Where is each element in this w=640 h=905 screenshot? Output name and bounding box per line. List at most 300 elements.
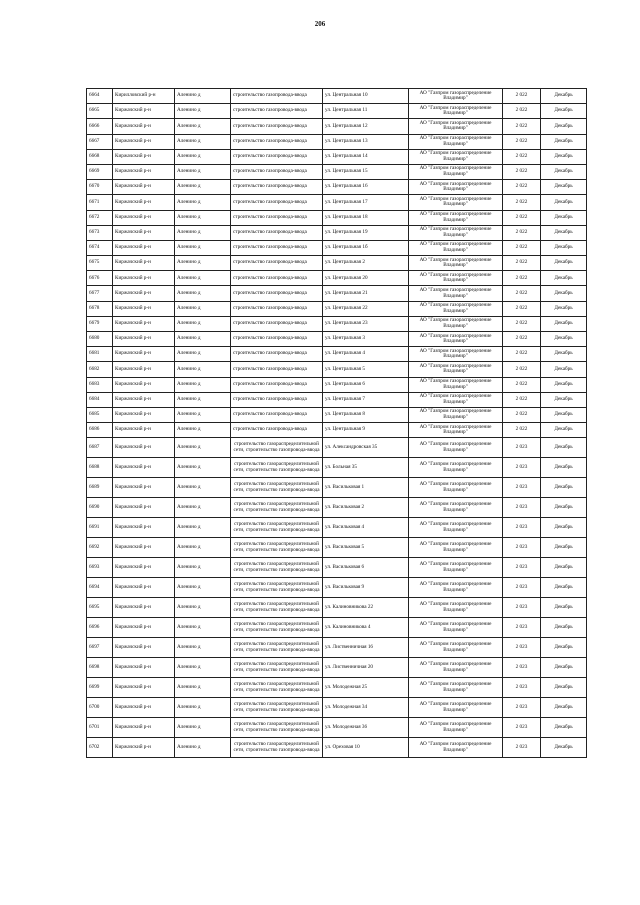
month-cell: Декабрь	[541, 518, 587, 538]
district-cell: Киржачский р-н	[113, 134, 175, 149]
district-cell: Киржачский р-н	[113, 518, 175, 538]
year-cell: 2 023	[503, 478, 541, 498]
table-row	[87, 392, 587, 407]
district-cell: Киржачский р-н	[113, 458, 175, 478]
settlement-cell: Аленино д	[175, 718, 231, 738]
address-cell: ул. Больная 35	[323, 458, 409, 478]
district-cell: Киржачский р-н	[113, 286, 175, 301]
year-cell: 2 023	[503, 538, 541, 558]
month-cell: Декабрь	[541, 738, 587, 758]
organization-cell: АО "Газпром газораспределение Владимир"	[409, 718, 503, 738]
district-cell: Киржачский р-н	[113, 104, 175, 119]
row-number: 6685	[87, 407, 113, 422]
work-type-cell: строительство газопровода-ввода	[231, 301, 323, 316]
settlement-cell: Аленино д	[175, 518, 231, 538]
district-cell: Киржачский р-н	[113, 498, 175, 518]
address-cell: ул. Центральная 13	[323, 134, 409, 149]
address-cell: ул. Центральная 20	[323, 271, 409, 286]
table-row	[87, 498, 587, 518]
year-cell: 2 022	[503, 149, 541, 164]
table-row	[87, 718, 587, 738]
address-cell: ул. Центральная 4	[323, 347, 409, 362]
year-cell: 2 022	[503, 104, 541, 119]
table-row	[87, 518, 587, 538]
month-cell: Декабрь	[541, 286, 587, 301]
row-number: 6667	[87, 134, 113, 149]
organization-cell: АО "Газпром газораспределение Владимир"	[409, 598, 503, 618]
address-cell: ул. Центральная 5	[323, 362, 409, 377]
district-cell: Киржачский р-н	[113, 256, 175, 271]
district-cell: Киржачский р-н	[113, 332, 175, 347]
address-cell: ул. Молодежная 36	[323, 718, 409, 738]
row-number: 6690	[87, 498, 113, 518]
year-cell: 2 022	[503, 392, 541, 407]
row-number: 6688	[87, 458, 113, 478]
organization-cell: АО "Газпром газораспределение Владимир"	[409, 423, 503, 438]
work-type-cell: строительство газопровода-ввода	[231, 119, 323, 134]
work-type-cell: строительство газопровода-ввода	[231, 392, 323, 407]
year-cell: 2 022	[503, 362, 541, 377]
table-row	[87, 210, 587, 225]
month-cell: Декабрь	[541, 438, 587, 458]
district-cell: Киржачский р-н	[113, 240, 175, 255]
address-cell: ул. Центральная 16	[323, 180, 409, 195]
address-cell: ул. Центральная 7	[323, 392, 409, 407]
month-cell: Декабрь	[541, 180, 587, 195]
district-cell: Киржачский р-н	[113, 347, 175, 362]
month-cell: Декабрь	[541, 119, 587, 134]
month-cell: Декабрь	[541, 104, 587, 119]
address-cell: ул. Центральная 12	[323, 119, 409, 134]
work-type-cell: строительство газораспределительной сети, строительство газопровода-ввода	[231, 638, 323, 658]
district-cell: Киржачский р-н	[113, 301, 175, 316]
organization-cell: АО "Газпром газораспределение Владимир"	[409, 104, 503, 119]
table-row	[87, 377, 587, 392]
work-type-cell: строительство газораспределительной сети, строительство газопровода-ввода	[231, 438, 323, 458]
table-row	[87, 438, 587, 458]
settlement-cell: Аленино д	[175, 332, 231, 347]
table-row	[87, 164, 587, 179]
month-cell: Декабрь	[541, 498, 587, 518]
address-cell: ул. Александровская 35	[323, 438, 409, 458]
table-row	[87, 638, 587, 658]
settlement-cell: Аленино д	[175, 638, 231, 658]
settlement-cell: Аленино д	[175, 698, 231, 718]
year-cell: 2 023	[503, 598, 541, 618]
month-cell: Декабрь	[541, 316, 587, 331]
table-row	[87, 240, 587, 255]
row-number: 6687	[87, 438, 113, 458]
work-type-cell: строительство газопровода-ввода	[231, 347, 323, 362]
settlement-cell: Аленино д	[175, 180, 231, 195]
month-cell: Декабрь	[541, 598, 587, 618]
organization-cell: АО "Газпром газораспределение Владимир"	[409, 347, 503, 362]
district-cell: Киржачский р-н	[113, 718, 175, 738]
settlement-cell: Аленино д	[175, 119, 231, 134]
address-cell: ул. Калиновникова 22	[323, 598, 409, 618]
row-number: 6698	[87, 658, 113, 678]
settlement-cell: Аленино д	[175, 89, 231, 104]
address-cell: ул. Центральная 17	[323, 195, 409, 210]
year-cell: 2 023	[503, 698, 541, 718]
work-type-cell: строительство газопровода-ввода	[231, 256, 323, 271]
row-number: 6694	[87, 578, 113, 598]
month-cell: Декабрь	[541, 407, 587, 422]
table-row	[87, 658, 587, 678]
organization-cell: АО "Газпром газораспределение Владимир"	[409, 738, 503, 758]
district-cell: Киржачский р-н	[113, 316, 175, 331]
district-cell: Киржачский р-н	[113, 377, 175, 392]
address-cell: ул. Центральная 3	[323, 332, 409, 347]
table-row	[87, 347, 587, 362]
month-cell: Декабрь	[541, 678, 587, 698]
settlement-cell: Аленино д	[175, 134, 231, 149]
district-cell: Кирилловский р-н	[113, 89, 175, 104]
row-number: 6682	[87, 362, 113, 377]
organization-cell: АО "Газпром газораспределение Владимир"	[409, 240, 503, 255]
row-number: 6669	[87, 164, 113, 179]
settlement-cell: Аленино д	[175, 149, 231, 164]
work-type-cell: строительство газопровода-ввода	[231, 225, 323, 240]
table-row	[87, 119, 587, 134]
settlement-cell: Аленино д	[175, 392, 231, 407]
table-body	[87, 89, 587, 758]
table-row	[87, 598, 587, 618]
work-type-cell: строительство газопровода-ввода	[231, 149, 323, 164]
organization-cell: АО "Газпром газораспределение Владимир"	[409, 301, 503, 316]
settlement-cell: Аленино д	[175, 678, 231, 698]
work-type-cell: строительство газораспределительной сети, строительство газопровода-ввода	[231, 538, 323, 558]
table-row	[87, 195, 587, 210]
row-number: 6700	[87, 698, 113, 718]
district-cell: Киржачский р-н	[113, 618, 175, 638]
work-type-cell: строительство газопровода-ввода	[231, 362, 323, 377]
row-number: 6681	[87, 347, 113, 362]
work-type-cell: строительство газораспределительной сети, строительство газопровода-ввода	[231, 498, 323, 518]
year-cell: 2 022	[503, 119, 541, 134]
year-cell: 2 022	[503, 240, 541, 255]
organization-cell: АО "Газпром газораспределение Владимир"	[409, 195, 503, 210]
work-type-cell: строительство газораспределительной сети, строительство газопровода-ввода	[231, 658, 323, 678]
year-cell: 2 022	[503, 195, 541, 210]
work-type-cell: строительство газораспределительной сети, строительство газопровода-ввода	[231, 458, 323, 478]
row-number: 6686	[87, 423, 113, 438]
table-row	[87, 301, 587, 316]
settlement-cell: Аленино д	[175, 240, 231, 255]
row-number: 6702	[87, 738, 113, 758]
year-cell: 2 022	[503, 332, 541, 347]
organization-cell: АО "Газпром газораспределение Владимир"	[409, 362, 503, 377]
row-number: 6677	[87, 286, 113, 301]
year-cell: 2 023	[503, 438, 541, 458]
table-row	[87, 362, 587, 377]
work-type-cell: строительство газопровода-ввода	[231, 332, 323, 347]
district-cell: Киржачский р-н	[113, 164, 175, 179]
work-type-cell: строительство газопровода-ввода	[231, 286, 323, 301]
table-row	[87, 225, 587, 240]
table-row	[87, 423, 587, 438]
year-cell: 2 022	[503, 301, 541, 316]
address-cell: ул. Лиственничная 16	[323, 638, 409, 658]
settlement-cell: Аленино д	[175, 538, 231, 558]
organization-cell: АО "Газпром газораспределение Владимир"	[409, 256, 503, 271]
year-cell: 2 023	[503, 498, 541, 518]
month-cell: Декабрь	[541, 478, 587, 498]
row-number: 6691	[87, 518, 113, 538]
month-cell: Декабрь	[541, 164, 587, 179]
row-number: 6665	[87, 104, 113, 119]
month-cell: Декабрь	[541, 210, 587, 225]
month-cell: Декабрь	[541, 638, 587, 658]
address-cell: ул. Центральная 15	[323, 164, 409, 179]
month-cell: Декабрь	[541, 538, 587, 558]
month-cell: Декабрь	[541, 332, 587, 347]
row-number: 6689	[87, 478, 113, 498]
work-type-cell: строительство газопровода-ввода	[231, 164, 323, 179]
address-cell: ул. Центральная 22	[323, 301, 409, 316]
work-type-cell: строительство газопровода-ввода	[231, 134, 323, 149]
month-cell: Декабрь	[541, 377, 587, 392]
year-cell: 2 023	[503, 718, 541, 738]
address-cell: ул. Центральная 1б	[323, 240, 409, 255]
district-cell: Киржачский р-н	[113, 538, 175, 558]
settlement-cell: Аленино д	[175, 738, 231, 758]
organization-cell: АО "Газпром газораспределение Владимир"	[409, 89, 503, 104]
address-cell: ул. Центральная 6	[323, 377, 409, 392]
work-type-cell: строительство газораспределительной сети, строительство газопровода-ввода	[231, 618, 323, 638]
organization-cell: АО "Газпром газораспределение Владимир"	[409, 518, 503, 538]
work-type-cell: строительство газопровода-ввода	[231, 210, 323, 225]
row-number: 6679	[87, 316, 113, 331]
month-cell: Декабрь	[541, 458, 587, 478]
month-cell: Декабрь	[541, 423, 587, 438]
settlement-cell: Аленино д	[175, 578, 231, 598]
month-cell: Декабрь	[541, 658, 587, 678]
district-cell: Киржачский р-н	[113, 119, 175, 134]
year-cell: 2 023	[503, 618, 541, 638]
address-cell: ул. Центральная 18	[323, 210, 409, 225]
settlement-cell: Аленино д	[175, 316, 231, 331]
table-row	[87, 134, 587, 149]
month-cell: Декабрь	[541, 301, 587, 316]
address-cell: ул. Центральная 2	[323, 256, 409, 271]
organization-cell: АО "Газпром газораспределение Владимир"	[409, 618, 503, 638]
month-cell: Декабрь	[541, 618, 587, 638]
month-cell: Декабрь	[541, 195, 587, 210]
district-cell: Киржачский р-н	[113, 658, 175, 678]
organization-cell: АО "Газпром газораспределение Владимир"	[409, 458, 503, 478]
settlement-cell: Аленино д	[175, 423, 231, 438]
year-cell: 2 023	[503, 738, 541, 758]
table-row	[87, 478, 587, 498]
month-cell: Декабрь	[541, 149, 587, 164]
table-row	[87, 332, 587, 347]
organization-cell: АО "Газпром газораспределение Владимир"	[409, 538, 503, 558]
address-cell: ул. Васильковая 9	[323, 578, 409, 598]
organization-cell: АО "Газпром газораспределение Владимир"	[409, 638, 503, 658]
row-number: 6664	[87, 89, 113, 104]
table-row	[87, 738, 587, 758]
settlement-cell: Аленино д	[175, 225, 231, 240]
year-cell: 2 023	[503, 518, 541, 538]
district-cell: Киржачский р-н	[113, 438, 175, 458]
table-row	[87, 578, 587, 598]
settlement-cell: Аленино д	[175, 438, 231, 458]
settlement-cell: Аленино д	[175, 347, 231, 362]
month-cell: Декабрь	[541, 392, 587, 407]
month-cell: Декабрь	[541, 256, 587, 271]
work-type-cell: строительство газопровода-ввода	[231, 240, 323, 255]
row-number: 6684	[87, 392, 113, 407]
year-cell: 2 022	[503, 225, 541, 240]
table-row	[87, 89, 587, 104]
settlement-cell: Аленино д	[175, 478, 231, 498]
year-cell: 2 022	[503, 271, 541, 286]
work-type-cell: строительство газопровода-ввода	[231, 407, 323, 422]
work-type-cell: строительство газораспределительной сети, строительство газопровода-ввода	[231, 578, 323, 598]
settlement-cell: Аленино д	[175, 256, 231, 271]
year-cell: 2 022	[503, 347, 541, 362]
organization-cell: АО "Газпром газораспределение Владимир"	[409, 210, 503, 225]
work-type-cell: строительство газопровода-ввода	[231, 104, 323, 119]
district-cell: Киржачский р-н	[113, 423, 175, 438]
year-cell: 2 023	[503, 458, 541, 478]
district-cell: Киржачский р-н	[113, 210, 175, 225]
organization-cell: АО "Газпром газораспределение Владимир"	[409, 678, 503, 698]
organization-cell: АО "Газпром газораспределение Владимир"	[409, 332, 503, 347]
district-cell: Киржачский р-н	[113, 195, 175, 210]
year-cell: 2 023	[503, 658, 541, 678]
settlement-cell: Аленино д	[175, 195, 231, 210]
organization-cell: АО "Газпром газораспределение Владимир"	[409, 558, 503, 578]
settlement-cell: Аленино д	[175, 164, 231, 179]
organization-cell: АО "Газпром газораспределение Владимир"	[409, 658, 503, 678]
year-cell: 2 022	[503, 89, 541, 104]
address-cell: ул. Васильковая 6	[323, 558, 409, 578]
month-cell: Декабрь	[541, 89, 587, 104]
address-cell: ул. Центральная 21	[323, 286, 409, 301]
table-row	[87, 458, 587, 478]
row-number: 6668	[87, 149, 113, 164]
month-cell: Декабрь	[541, 271, 587, 286]
row-number: 6697	[87, 638, 113, 658]
settlement-cell: Аленино д	[175, 498, 231, 518]
work-type-cell: строительство газопровода-ввода	[231, 377, 323, 392]
district-cell: Киржачский р-н	[113, 578, 175, 598]
year-cell: 2 022	[503, 423, 541, 438]
row-number: 6696	[87, 618, 113, 638]
address-cell: ул. Центральная 19	[323, 225, 409, 240]
row-number: 6680	[87, 332, 113, 347]
address-cell: ул. Калиновникова 4	[323, 618, 409, 638]
year-cell: 2 022	[503, 286, 541, 301]
address-cell: ул. Центральная 10	[323, 89, 409, 104]
year-cell: 2 022	[503, 134, 541, 149]
year-cell: 2 022	[503, 164, 541, 179]
row-number: 6695	[87, 598, 113, 618]
year-cell: 2 023	[503, 578, 541, 598]
month-cell: Декабрь	[541, 225, 587, 240]
organization-cell: АО "Газпром газораспределение Владимир"	[409, 180, 503, 195]
address-cell: ул. Центральная 23	[323, 316, 409, 331]
settlement-cell: Аленино д	[175, 286, 231, 301]
work-type-cell: строительство газораспределительной сети, строительство газопровода-ввода	[231, 598, 323, 618]
work-type-cell: строительство газопровода-ввода	[231, 89, 323, 104]
row-number: 6674	[87, 240, 113, 255]
address-cell: ул. Центральная 8	[323, 407, 409, 422]
row-number: 6671	[87, 195, 113, 210]
year-cell: 2 023	[503, 678, 541, 698]
table-row	[87, 538, 587, 558]
address-cell: ул. Васильковая 5	[323, 538, 409, 558]
organization-cell: АО "Газпром газораспределение Владимир"	[409, 119, 503, 134]
address-cell: ул. Молодежная 25	[323, 678, 409, 698]
month-cell: Декабрь	[541, 578, 587, 598]
organization-cell: АО "Газпром газораспределение Владимир"	[409, 698, 503, 718]
organization-cell: АО "Газпром газораспределение Владимир"	[409, 377, 503, 392]
organization-cell: АО "Газпром газораспределение Владимир"	[409, 438, 503, 458]
organization-cell: АО "Газпром газораспределение Владимир"	[409, 478, 503, 498]
organization-cell: АО "Газпром газораспределение Владимир"	[409, 498, 503, 518]
year-cell: 2 022	[503, 407, 541, 422]
settlement-cell: Аленино д	[175, 271, 231, 286]
month-cell: Декабрь	[541, 347, 587, 362]
table-row	[87, 698, 587, 718]
month-cell: Декабрь	[541, 362, 587, 377]
table-row	[87, 256, 587, 271]
year-cell: 2 022	[503, 210, 541, 225]
work-type-cell: строительство газораспределительной сети, строительство газопровода-ввода	[231, 478, 323, 498]
row-number: 6701	[87, 718, 113, 738]
district-cell: Киржачский р-н	[113, 598, 175, 618]
work-type-cell: строительство газораспределительной сети, строительство газопровода-ввода	[231, 738, 323, 758]
district-cell: Киржачский р-н	[113, 678, 175, 698]
month-cell: Декабрь	[541, 718, 587, 738]
work-type-cell: строительство газопровода-ввода	[231, 271, 323, 286]
organization-cell: АО "Газпром газораспределение Владимир"	[409, 407, 503, 422]
organization-cell: АО "Газпром газораспределение Владимир"	[409, 286, 503, 301]
year-cell: 2 022	[503, 256, 541, 271]
year-cell: 2 023	[503, 558, 541, 578]
work-type-cell: строительство газораспределительной сети, строительство газопровода-ввода	[231, 678, 323, 698]
settlement-cell: Аленино д	[175, 362, 231, 377]
row-number: 6693	[87, 558, 113, 578]
district-cell: Киржачский р-н	[113, 149, 175, 164]
work-type-cell: строительство газораспределительной сети, строительство газопровода-ввода	[231, 518, 323, 538]
settlement-cell: Аленино д	[175, 377, 231, 392]
table-row	[87, 678, 587, 698]
table-row	[87, 180, 587, 195]
year-cell: 2 022	[503, 316, 541, 331]
month-cell: Декабрь	[541, 698, 587, 718]
organization-cell: АО "Газпром газораспределение Владимир"	[409, 392, 503, 407]
district-cell: Киржачский р-н	[113, 407, 175, 422]
work-type-cell: строительство газораспределительной сети, строительство газопровода-ввода	[231, 558, 323, 578]
address-cell: ул. Молодежная 34	[323, 698, 409, 718]
district-cell: Киржачский р-н	[113, 638, 175, 658]
row-number: 6670	[87, 180, 113, 195]
settlement-cell: Аленино д	[175, 210, 231, 225]
gasification-schedule-table	[86, 88, 587, 758]
address-cell: ул. Ореховая 10	[323, 738, 409, 758]
organization-cell: АО "Газпром газораспределение Владимир"	[409, 578, 503, 598]
settlement-cell: Аленино д	[175, 301, 231, 316]
year-cell: 2 023	[503, 638, 541, 658]
organization-cell: АО "Газпром газораспределение Владимир"	[409, 316, 503, 331]
row-number: 6699	[87, 678, 113, 698]
district-cell: Киржачский р-н	[113, 271, 175, 286]
row-number: 6672	[87, 210, 113, 225]
